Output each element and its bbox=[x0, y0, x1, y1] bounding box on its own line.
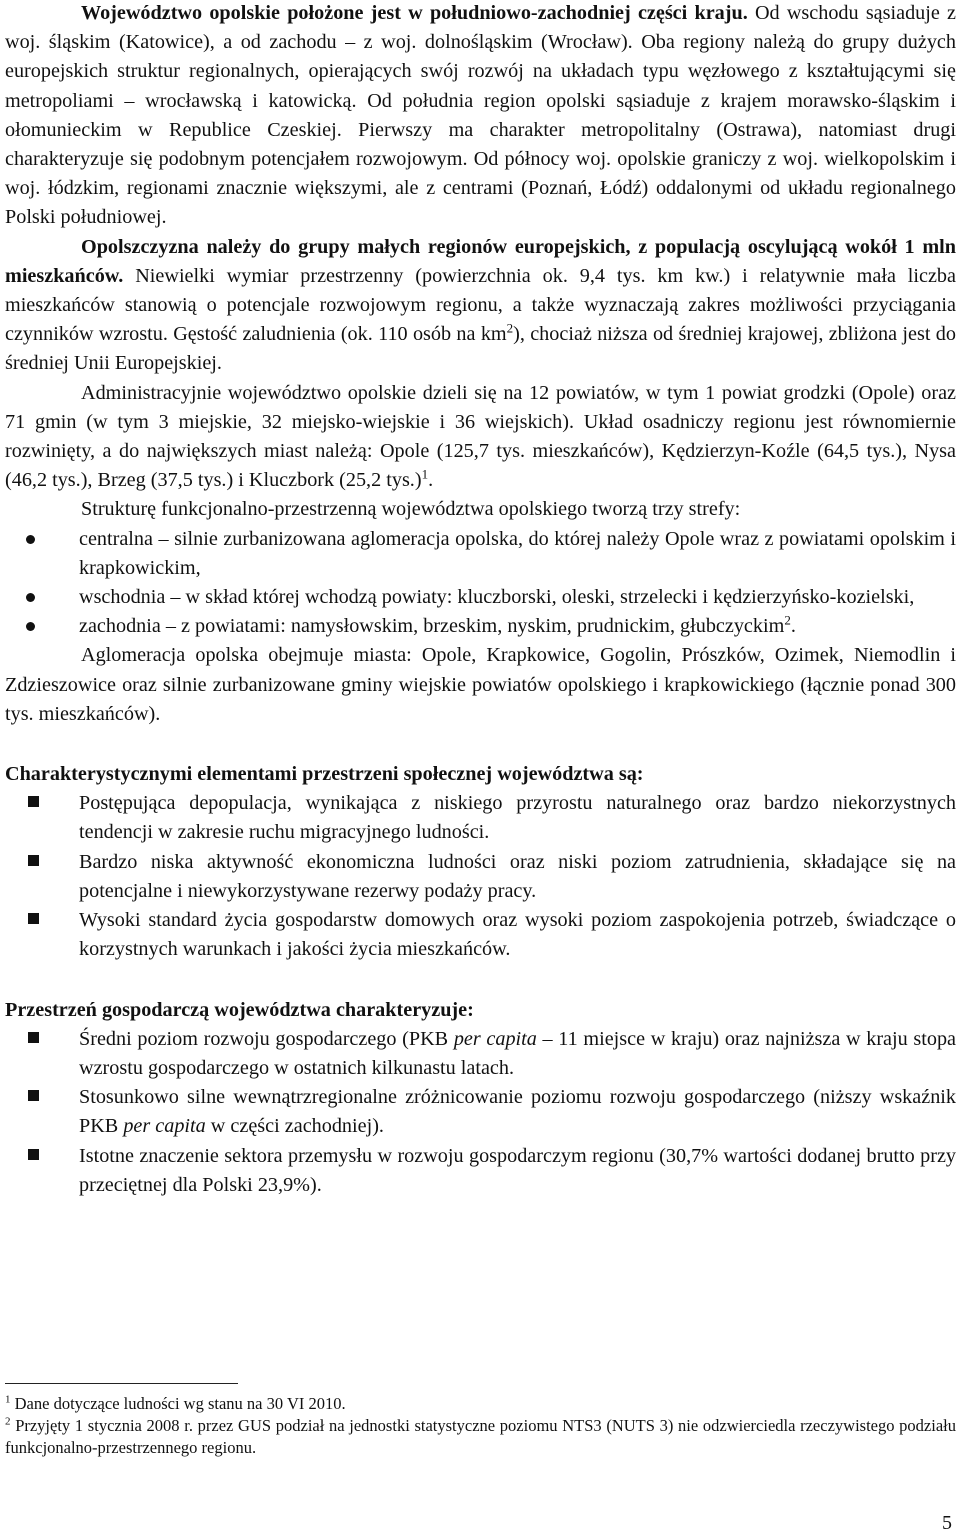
list-item bbox=[5, 583, 956, 612]
footnote-text: Przyjęty 1 stycznia 2008 r. przez GUS podział na jednostki statystyczne poziomu NTS3 (NUTS 3) nie odzwierciedla rzeczywistego podziału funkcjonalno-przestrzennego regionu. bbox=[5, 1416, 956, 1457]
footnote-marker: 2 bbox=[5, 1415, 11, 1428]
paragraph-population bbox=[5, 233, 956, 379]
list-item bbox=[5, 1025, 956, 1083]
paragraph-body: Administracyjnie województwo opolskie dzieli się na 12 powiatów, w tym 1 powiat grodzki (Opole) oraz 71 gmin (w tym 3 miejskie, 32 miejsko-wiejskie i 36 wiejskich). Układ osadniczy regionu jest równomiernie rozwinięty, a do największych miast należą: Opole (125,7 tys. mieszkańców), Kędzierzyn-Koźle (64,5 tys.), Nysa (46,2 tys.), Brzeg (37,5 tys.) i Kluczbork (25,2 tys.) bbox=[5, 381, 956, 492]
paragraph-location bbox=[5, 0, 956, 233]
zones-list bbox=[5, 525, 956, 642]
superscript: 2 bbox=[506, 320, 514, 336]
list-item-text: zachodnia – z powiatami: namysłowskim, brzeskim, nyskim, prudnickim, głubczyckim bbox=[79, 615, 785, 638]
bullet-icon bbox=[26, 535, 35, 544]
paragraph-body: Niewielki wymiar przestrzenny (powierzchnia ok. 9,4 tys. km kw.) i relatywnie mała liczba mieszkańców stanowią o potencjale rozwojowym regionu, a także wyznaczają zakres możliwości przyciągania czynników wzrostu. Gęstość zaludnienia (ok. 110 osób na km bbox=[5, 264, 956, 346]
footnote-divider bbox=[5, 1383, 238, 1384]
document-page bbox=[5, 0, 956, 1200]
italic-term: per capita bbox=[123, 1115, 206, 1138]
footnote-ref-1[interactable]: 1 bbox=[421, 466, 429, 482]
list-item-text: wschodnia – w skład której wchodzą powiaty: kluczborski, oleski, strzelecki i kędzierzyńsko-kozielski, bbox=[79, 586, 915, 609]
paragraph-administration bbox=[5, 379, 956, 496]
italic-term: per capita bbox=[453, 1027, 537, 1050]
list-item-text: Postępująca depopulacja, wynikająca z niskiego przyrostu naturalnego oraz bardzo niekorzystnych tendencji w zakresie ruchu migracyjnego ludności. bbox=[79, 792, 956, 844]
square-bullet-icon bbox=[28, 1149, 39, 1160]
paragraph-lead-bold: Opolszczyzna należy do grupy małych regionów europejskich, z populacją oscylującą wokół 1 mln mieszkańców. bbox=[5, 235, 956, 287]
list-item-text: Stosunkowo silne wewnątrzregionalne zróżnicowanie poziomu rozwoju gospodarczego (niższy wskaźnik PKB bbox=[79, 1086, 956, 1138]
paragraph-zones-intro: Strukturę funkcjonalno-przestrzenną województwa opolskiego tworzą trzy strefy: bbox=[81, 498, 741, 521]
list-item bbox=[5, 848, 956, 906]
list-item-text-end: – 11 miejsce w kraju) oraz najniższa w kraju stopa wzrostu gospodarczego w ostatnich kilkunastu latach. bbox=[79, 1027, 956, 1079]
square-bullet-icon bbox=[28, 796, 39, 807]
square-bullet-icon bbox=[28, 913, 39, 924]
list-item-end: . bbox=[790, 615, 796, 638]
footnote-2 bbox=[5, 1415, 956, 1459]
bullet-icon bbox=[26, 622, 35, 631]
list-item bbox=[5, 1083, 956, 1141]
paragraph-lead-bold: Województwo opolskie położone jest w południowo-zachodniej części kraju. bbox=[81, 2, 748, 24]
section-heading-social: Charakterystycznymi elementami przestrzeni społecznej województwa są: bbox=[5, 763, 644, 786]
square-bullet-icon bbox=[28, 855, 39, 866]
paragraph-agglomeration: Aglomeracja opolska obejmuje miasta: Opole, Krapkowice, Gogolin, Prószków, Ozimek, Niemodlin i Zdzieszowice oraz silnie zurbanizowane gminy wiejskie powiatów opolskiego i krapkowickiego (łącznie ponad 300 tys. mieszkańców). bbox=[5, 644, 956, 725]
paragraph-end: . bbox=[428, 469, 434, 492]
economic-list bbox=[5, 1025, 956, 1200]
list-item-text-end: w części zachodniej). bbox=[205, 1115, 384, 1138]
list-item bbox=[5, 789, 956, 847]
page-number: 5 bbox=[942, 1512, 952, 1534]
list-item bbox=[5, 525, 956, 583]
section-heading-economic: Przestrzeń gospodarczą województwa charakteryzuje: bbox=[5, 998, 474, 1021]
list-item-text: Istotne znaczenie sektora przemysłu w rozwoju gospodarczym regionu (30,7% wartości dodanej brutto przy przeciętnej dla Polski 23,9%). bbox=[79, 1144, 956, 1196]
list-item-text: centralna – silnie zurbanizowana aglomeracja opolska, do której należy Opole wraz z powiatami opolskim i krapkowickim, bbox=[79, 527, 956, 579]
footnote-marker: 1 bbox=[5, 1393, 11, 1406]
list-item-text: Wysoki standard życia gospodarstw domowych oraz wysoki poziom zaspokojenia potrzeb, świadczące o korzystnych warunkach i jakości życia mieszkańców. bbox=[79, 909, 956, 961]
footnote-ref-2[interactable]: 2 bbox=[784, 612, 791, 628]
square-bullet-icon bbox=[28, 1090, 39, 1101]
square-bullet-icon bbox=[28, 1032, 39, 1043]
paragraph-body-end: ), chociaż niższa od średniej krajowej, zbliżona jest do średniej Unii Europejskiej. bbox=[5, 323, 956, 375]
list-item-text: Bardzo niska aktywność ekonomiczna ludności oraz niski poziom zatrudnienia, składające się na potencjalne i niewykorzystywane rezerwy podaży pracy. bbox=[79, 850, 956, 902]
paragraph-body: Od wschodu sąsiaduje z woj. śląskim (Katowice), a od zachodu – z woj. dolnośląskim (Wrocław). Oba regiony należą do grupy dużych europejskich struktur regionalnych, opierających swój rozwój na układach typu węzłowego z kształtującymi się metropoliami – wrocławską i katowicką. Od południa region opolski sąsiaduje z krajem morawsko-śląskim i ołomunieckim w Republice Czeskiej. Pierwszy ma charakter metropolitalny (Ostrawa), natomiast drugi charakteryzuje się podobnym potencjałem rozwojowym. Od północy woj. opolskie graniczy z woj. wielkopolskim i woj. łódzkim, regionami znacznie większymi, ale z centrami (Poznań, Łódź) oddalonymi od układu regionalnego Polski południowej. bbox=[5, 2, 956, 229]
spacer bbox=[5, 965, 956, 996]
footnotes bbox=[5, 1383, 956, 1459]
social-list bbox=[5, 789, 956, 964]
list-item bbox=[5, 612, 956, 641]
spacer bbox=[5, 729, 956, 760]
list-item bbox=[5, 906, 956, 964]
bullet-icon bbox=[26, 593, 35, 602]
list-item bbox=[5, 1142, 956, 1200]
list-item-text: Średni poziom rozwoju gospodarczego (PKB bbox=[79, 1027, 454, 1050]
footnote-text: Dane dotyczące ludności wg stanu na 30 VI 2010. bbox=[10, 1394, 346, 1413]
footnote-1 bbox=[5, 1393, 956, 1415]
